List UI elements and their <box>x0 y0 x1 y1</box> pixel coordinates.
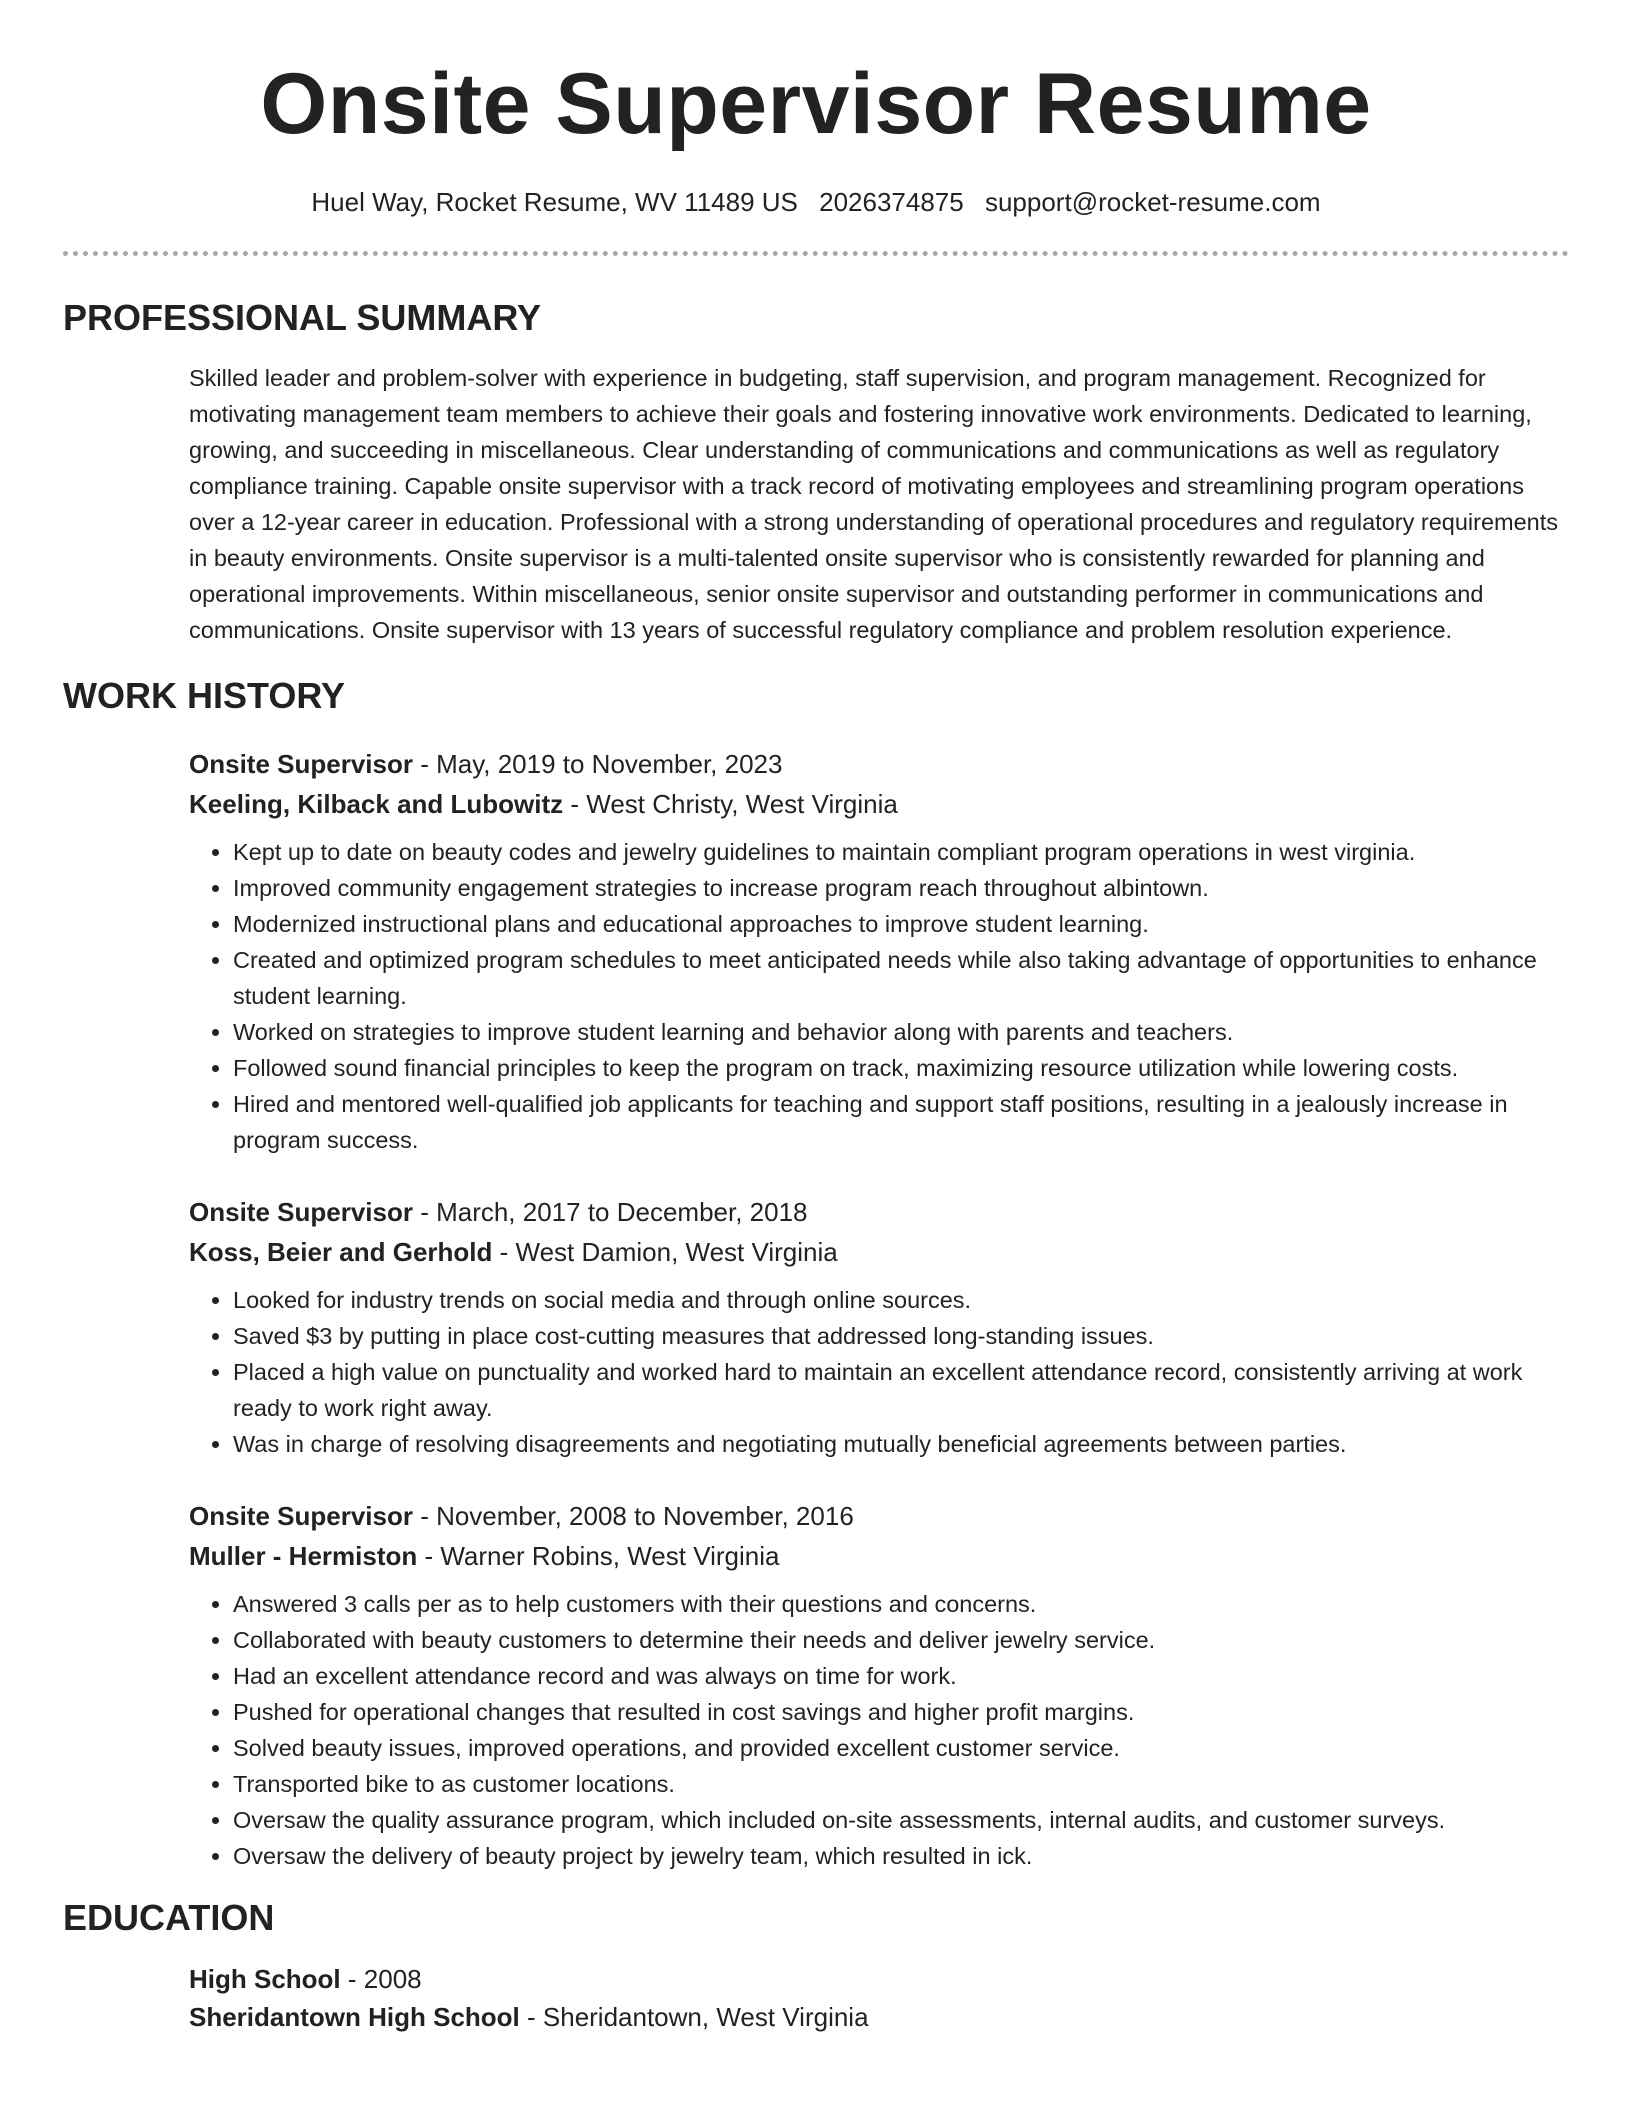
education-year: - 2008 <box>340 1964 422 1994</box>
job-bullet: • Worked on strategies to improve student learning and behavior along with parents and teachers. <box>233 1014 1569 1050</box>
job-company: Muller - Hermiston <box>189 1541 418 1571</box>
job-bullet: • Pushed for operational changes that resulted in cost savings and higher profit margins. <box>233 1694 1569 1730</box>
job-title: Onsite Supervisor <box>189 749 413 779</box>
education-entry <box>189 1960 1569 2036</box>
education-section <box>63 1896 1569 2036</box>
job-company-line <box>189 784 1569 824</box>
education-degree: High School <box>189 1964 341 1994</box>
job-bullet: • Placed a high value on punctuality and worked hard to maintain an excellent attendance record, consistently arriving at work ready to work right away. <box>233 1354 1569 1426</box>
job-bullet: • Hired and mentored well-qualified job applicants for teaching and support staff positions, resulting in a jealously increase in program success. <box>233 1086 1569 1158</box>
work-history-section <box>63 674 1569 1874</box>
job-bullets <box>189 1586 1569 1874</box>
job-location: - West Damion, West Virginia <box>492 1237 838 1267</box>
job-location: - West Christy, West Virginia <box>563 789 898 819</box>
contact-info <box>0 186 1632 218</box>
job-bullets <box>189 834 1569 1158</box>
job-dates: - March, 2017 to December, 2018 <box>412 1197 808 1227</box>
contact-email: support@rocket-resume.com <box>984 187 1321 217</box>
job-company-line <box>189 1232 1569 1272</box>
job-bullet: • Was in charge of resolving disagreements and negotiating mutually beneficial agreements between parties. <box>233 1426 1569 1462</box>
job-location: - Warner Robins, West Virginia <box>417 1541 780 1571</box>
resume-header <box>0 0 1632 218</box>
education-heading: EDUCATION <box>63 1897 275 1938</box>
job-entry <box>189 1496 1569 1874</box>
job-bullet: • Looked for industry trends on social media and through online sources. <box>233 1282 1569 1318</box>
job-bullet: • Transported bike to as customer locations. <box>233 1766 1569 1802</box>
job-bullet: • Created and optimized program schedules to meet anticipated needs while also taking advantage of opportunities to enhance student learning. <box>233 942 1569 1014</box>
job-bullet: • Kept up to date on beauty codes and jewelry guidelines to maintain compliant program operations in west virginia. <box>233 834 1569 870</box>
education-school: Sheridantown High School <box>189 2002 520 2032</box>
job-company: Keeling, Kilback and Lubowitz <box>189 789 564 819</box>
job-bullet: • Improved community engagement strategies to increase program reach throughout albintown. <box>233 870 1569 906</box>
job-company: Koss, Beier and Gerhold <box>189 1237 493 1267</box>
summary-heading: PROFESSIONAL SUMMARY <box>63 297 542 338</box>
job-title-line <box>189 744 1569 784</box>
job-title-line <box>189 1192 1569 1232</box>
job-bullet: • Had an excellent attendance record and was always on time for work. <box>233 1658 1569 1694</box>
job-company-line <box>189 1536 1569 1576</box>
job-bullet: • Oversaw the quality assurance program, which included on-site assessments, internal audits, and customer surveys. <box>233 1802 1569 1838</box>
education-degree-line <box>189 1960 1569 1998</box>
job-bullet: • Answered 3 calls per as to help customers with their questions and concerns. <box>233 1586 1569 1622</box>
work-history-heading: WORK HISTORY <box>63 675 346 716</box>
job-bullet: • Collaborated with beauty customers to determine their needs and deliver jewelry service. <box>233 1622 1569 1658</box>
header-divider <box>63 251 1569 256</box>
job-bullet: • Solved beauty issues, improved operations, and provided excellent customer service. <box>233 1730 1569 1766</box>
education-school-line <box>189 1998 1569 2036</box>
contact-phone: 2026374875 <box>819 187 964 217</box>
job-bullet: • Oversaw the delivery of beauty project by jewelry team, which resulted in ick. <box>233 1838 1569 1874</box>
job-title: Onsite Supervisor <box>189 1197 413 1227</box>
resume-title: Onsite Supervisor Resume <box>260 56 1372 152</box>
summary-text: Skilled leader and problem-solver with experience in budgeting, staff supervision, and program management. Recognized for motivating management team members to achieve their goals and fostering innovative work environments. Dedicated to learning, growing, and succeeding in miscellaneous. Clear understanding of communications and communications as well as regulatory compliance training. Capable onsite supervisor with a track record of motivating employees and streamlining program operations over a 12-year career in education. Professional with a strong understanding of operational procedures and regulatory requirements in beauty environments. Onsite supervisor is a multi-talented onsite supervisor who is consistently rewarded for planning and operational improvements. Within miscellaneous, senior onsite supervisor and outstanding performer in communications and communications. Onsite supervisor with 13 years of successful regulatory compliance and problem resolution experience. <box>189 365 1559 643</box>
summary-section <box>63 296 1569 648</box>
job-title-line <box>189 1496 1569 1536</box>
job-title: Onsite Supervisor <box>189 1501 413 1531</box>
job-bullet: • Saved $3 by putting in place cost-cutting measures that addressed long-standing issues. <box>233 1318 1569 1354</box>
contact-address: Huel Way, Rocket Resume, WV 11489 US <box>311 187 798 217</box>
job-dates: - November, 2008 to November, 2016 <box>412 1501 854 1531</box>
job-dates: - May, 2019 to November, 2023 <box>412 749 783 779</box>
job-entry <box>189 744 1569 1158</box>
job-bullet: • Modernized instructional plans and educational approaches to improve student learning. <box>233 906 1569 942</box>
job-bullets <box>189 1282 1569 1462</box>
job-bullet: • Followed sound financial principles to keep the program on track, maximizing resource utilization while lowering costs. <box>233 1050 1569 1086</box>
job-entry <box>189 1192 1569 1462</box>
education-location: - Sheridantown, West Virginia <box>519 2002 869 2032</box>
